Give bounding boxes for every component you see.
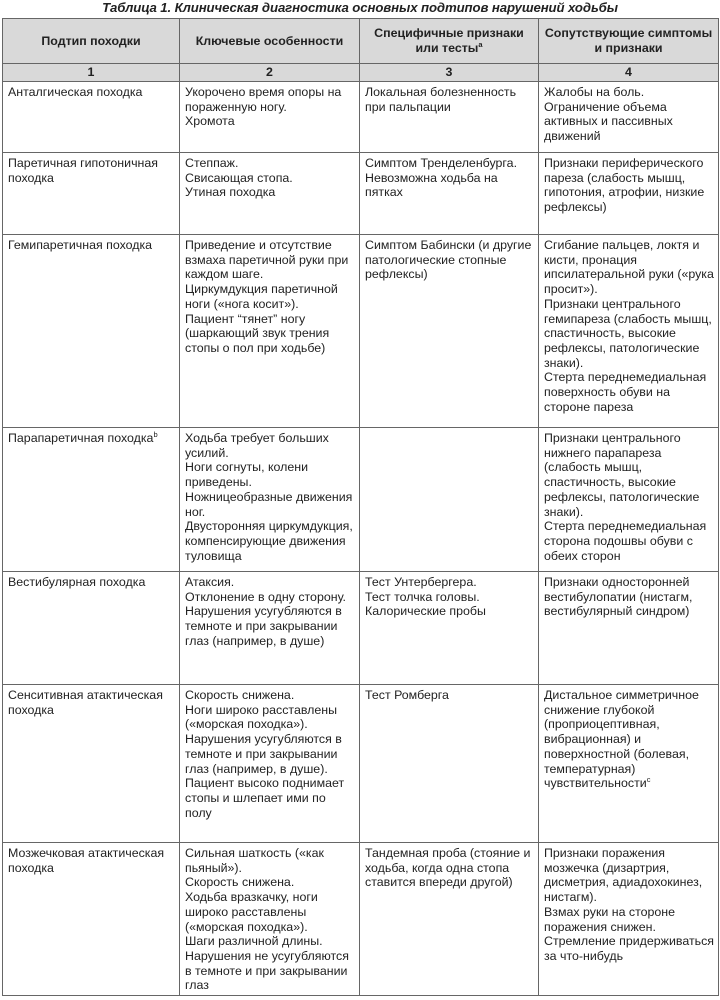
feature-item xyxy=(185,282,355,311)
feature-item xyxy=(185,890,355,934)
cell-specific-tests xyxy=(360,572,539,685)
feature-item-text: Утиная походка xyxy=(185,185,276,200)
footnote-mark: b xyxy=(153,429,158,439)
symptom-item xyxy=(544,100,714,144)
table-row xyxy=(3,428,719,572)
table-row xyxy=(3,843,719,996)
column-number: 1 xyxy=(3,64,180,82)
subtype-label: Анталгическая походка xyxy=(8,85,143,99)
symptom-item-text: Взмах руки на стороне поражения снижен. xyxy=(544,904,676,934)
feature-item-text: Нарушения усугубляются в темноте и при закрывании глаз (например, в душе). xyxy=(185,732,342,776)
symptom-item xyxy=(544,934,714,963)
cell-accompanying-symptoms xyxy=(539,82,719,153)
cell-subtype xyxy=(3,685,180,843)
header-specific-tests: Специфичные признаки или тесты$^a$ xyxy=(360,19,539,64)
cell-key-features xyxy=(180,572,360,685)
test-item-text: Тест Унтербергера. xyxy=(365,575,477,589)
symptom-item-text: Стерта переднемедиальная поверхность обуви на стороне пареза xyxy=(544,370,707,414)
feature-item-text: Атаксия. xyxy=(185,575,235,589)
feature-item-text: Двусторонняя циркумдукция, компенсирующие движения туловища xyxy=(185,519,353,563)
cell-specific-tests xyxy=(360,843,539,996)
gait-diagnosis-table xyxy=(2,18,719,996)
test-item xyxy=(365,846,534,890)
subtype-label: Мозжечковая атактическая походка xyxy=(8,846,165,875)
feature-item xyxy=(185,732,355,776)
cell-accompanying-symptoms xyxy=(539,428,719,572)
symptom-item-text: Дистальное симметричное снижение глубокой (проприоцептивная, вибрационная) и поверхностной (болевая, температурная) чувствительности xyxy=(544,688,699,791)
test-item-text: Невозможна ходьба на пятках xyxy=(365,170,498,200)
table-row xyxy=(3,82,719,153)
feature-item xyxy=(185,185,355,200)
test-item xyxy=(365,156,534,171)
subtype-label: Сенситивная атактическая походка xyxy=(8,688,163,717)
feature-item xyxy=(185,238,355,282)
header-key-features: Ключевые особенности xyxy=(180,19,360,64)
feature-item-text: Скорость снижена. xyxy=(185,875,295,890)
symptom-item xyxy=(544,431,714,519)
cell-subtype xyxy=(3,82,180,153)
symptom-item-text: Стерта переднемедиальная сторона подошвы обуви с обеих сторон xyxy=(544,519,707,563)
cell-key-features xyxy=(180,82,360,153)
feature-item xyxy=(185,875,355,890)
cell-subtype xyxy=(3,428,180,572)
feature-item xyxy=(185,460,355,489)
cell-specific-tests xyxy=(360,82,539,153)
subtype-label: Паретичная гипотоничная походка xyxy=(8,156,158,185)
test-item xyxy=(365,688,534,703)
subtype-label: Гемипаретичная походка xyxy=(8,238,153,252)
feature-item xyxy=(185,688,355,703)
feature-item xyxy=(185,490,355,519)
footnote-mark: a xyxy=(478,39,483,49)
feature-item-text: Свисающая стопа. xyxy=(185,170,293,185)
test-item xyxy=(365,575,534,590)
feature-item xyxy=(185,776,355,820)
column-number: 4 xyxy=(539,64,719,82)
feature-item-text: Сильная шаткость («как пьяный»). xyxy=(185,846,324,875)
cell-accompanying-symptoms xyxy=(539,572,719,685)
symptom-item-text: Признаки поражения мозжечка (дизартрия, дисметрия, адиадохокинез, нистагм). xyxy=(544,846,703,905)
cell-subtype xyxy=(3,235,180,428)
table-caption: Таблица 1. Клиническая диагностика основных подтипов нарушений ходьбы xyxy=(102,0,618,15)
test-item-text: Калорические пробы xyxy=(365,604,486,619)
feature-item-text: Степпаж. xyxy=(185,156,239,170)
feature-item-text: Хромота xyxy=(185,114,235,129)
test-item-text: Симптом Бабински (и другие патологические стопные рефлексы) xyxy=(365,238,532,282)
test-item-text: Локальная болезненность при пальпации xyxy=(365,85,517,114)
subtype-label: Парапаретичная походка xyxy=(8,431,154,445)
feature-item-text: Укорочено время опоры на пораженную ногу. xyxy=(185,85,342,114)
feature-item xyxy=(185,171,355,186)
test-item xyxy=(365,238,534,282)
symptom-item-text: Жалобы на боль. xyxy=(544,85,645,99)
feature-item xyxy=(185,703,355,732)
symptom-item-text: Признаки центрального нижнего парапареза (слабость мышц, спастичность, высокие рефлексы, патологические знаки). xyxy=(544,431,700,519)
cell-specific-tests xyxy=(360,685,539,843)
cell-key-features xyxy=(180,428,360,572)
feature-item-text: Нарушения усугубляются в темноте и при закрывании глаз (например, в душе) xyxy=(185,604,342,648)
feature-item-text: Циркумдукция паретичной ноги («нога косит»). xyxy=(185,282,338,311)
cell-accompanying-symptoms xyxy=(539,685,719,843)
test-item-text: Тандемная проба (стояние и ходьба, когда одна стопа ставится впереди другой) xyxy=(365,846,531,890)
cell-key-features xyxy=(180,235,360,428)
symptom-item xyxy=(544,370,714,414)
symptom-item-text: Стремление придерживаться за что-нибудь xyxy=(544,934,714,963)
test-item-text: Симптом Тренделенбурга. xyxy=(365,156,518,170)
symptom-item xyxy=(544,688,714,791)
cell-specific-tests xyxy=(360,153,539,235)
feature-item xyxy=(185,846,355,875)
feature-item xyxy=(185,431,355,460)
test-item xyxy=(365,171,534,200)
symptom-item xyxy=(544,297,714,371)
feature-item-text: Ноги широко расставлены («морская походка»). xyxy=(185,702,338,732)
test-item xyxy=(365,590,534,605)
test-item xyxy=(365,85,534,114)
symptom-item xyxy=(544,238,714,297)
cell-key-features xyxy=(180,843,360,996)
symptom-item xyxy=(544,846,714,905)
header-accompanying-symptoms: Сопутствующие симптомы и признаки xyxy=(539,19,719,64)
feature-item-text: Отклонение в одну сторону. xyxy=(185,589,346,604)
feature-item xyxy=(185,114,355,129)
feature-item-text: Пациент “тянет” ногу (шаркающий звук трения стопы о пол при ходьбе) xyxy=(185,311,330,355)
feature-item xyxy=(185,85,355,114)
symptom-item xyxy=(544,575,714,619)
cell-subtype xyxy=(3,843,180,996)
feature-item-text: Ходьба требует больших усилий. xyxy=(185,431,329,460)
feature-item xyxy=(185,312,355,356)
feature-item-text: Приведение и отсутствие взмаха паретичной руки при каждом шаге. xyxy=(185,238,349,282)
feature-item xyxy=(185,604,355,648)
feature-item-text: Ножницеобразные движения ног. xyxy=(185,489,353,519)
column-number: 3 xyxy=(360,64,539,82)
symptom-item xyxy=(544,905,714,934)
symptom-item-text: Сгибание пальцев, локтя и кисти, пронация ипсилатеральной руки («рука просит»). xyxy=(544,238,714,297)
feature-item xyxy=(185,949,355,993)
header-subtype: Подтип походки xyxy=(3,19,180,64)
table-row xyxy=(3,685,719,843)
feature-item-text: Ходьба вразкачку, ноги широко расставлены («морская походка»). xyxy=(185,890,318,934)
table-row xyxy=(3,153,719,235)
symptom-item-text: Признаки центрального гемипареза (слабость мышц, спастичность, высокие рефлексы, патологические знаки). xyxy=(544,296,712,370)
feature-item xyxy=(185,934,355,949)
cell-key-features xyxy=(180,153,360,235)
feature-item xyxy=(185,519,355,563)
feature-item xyxy=(185,156,355,171)
cell-subtype xyxy=(3,572,180,685)
feature-item xyxy=(185,590,355,605)
cell-specific-tests xyxy=(360,235,539,428)
test-item-text: Тест Ромберга xyxy=(365,688,449,702)
symptom-item xyxy=(544,156,714,215)
feature-item-text: Ноги согнуты, колени приведены. xyxy=(185,460,309,490)
symptom-item-text: Признаки односторонней вестибулопатии (нистагм, вестибулярный синдром) xyxy=(544,575,693,619)
symptom-item xyxy=(544,519,714,563)
cell-accompanying-symptoms xyxy=(539,843,719,996)
feature-item-text: Шаги различной длины. xyxy=(185,934,323,949)
cell-subtype xyxy=(3,153,180,235)
symptom-item xyxy=(544,85,714,100)
symptom-item-text: Признаки периферического пареза (слабость мышц, гипотония, атрофии, низкие рефлексы) xyxy=(544,156,705,215)
cell-accompanying-symptoms xyxy=(539,235,719,428)
symptom-item-text: Ограничение объема активных и пассивных движений xyxy=(544,99,673,144)
cell-specific-tests xyxy=(360,428,539,572)
feature-item-text: Скорость снижена. xyxy=(185,688,295,702)
column-number: 2 xyxy=(180,64,360,82)
table-row xyxy=(3,235,719,428)
cell-key-features xyxy=(180,685,360,843)
test-item-text: Тест толчка головы. xyxy=(365,589,480,604)
feature-item-text: Пациент высоко поднимает стопы и шлепает ими по полу xyxy=(185,776,345,820)
feature-item xyxy=(185,575,355,590)
footnote-mark: c xyxy=(646,775,651,785)
test-item xyxy=(365,604,534,619)
feature-item-text: Нарушения не усугубляются в темноте и при закрывании глаз xyxy=(185,948,349,993)
subtype-label: Вестибулярная походка xyxy=(8,575,146,589)
table-row xyxy=(3,572,719,685)
cell-accompanying-symptoms xyxy=(539,153,719,235)
